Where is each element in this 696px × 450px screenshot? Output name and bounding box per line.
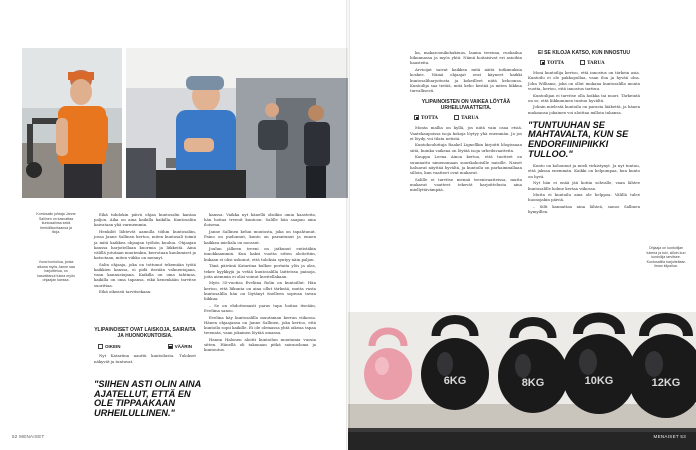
paragraph: Johnin mielestä kuntoilu on parasta lääkettä, ja hänen mukaansa jokainen voi aloittaa milloin tahansa. — [528, 104, 640, 115]
checkbox-checked-icon — [540, 60, 545, 65]
paragraph: Salille ei tarvitse mennä treenivaatteissa, mutta mukavat vaatteet tekevät harjoittelusta aina miellyttävämpää. — [410, 176, 522, 193]
paragraph: – Silti kannattaa aina lähteä, sanoo Sallinen hymyillen. — [528, 204, 640, 215]
paragraph: ka, makaroonikohakiuus, laama treenaa, ruokailua liikunnassa ja myös yhtä. Nämä hoitaisivat eri asioihin haasteita. — [410, 50, 522, 66]
subheading: YLIPAINOISET OVAT LAISKOJA, SAIRAITA JA HUONOKUNTOISIA. — [94, 327, 196, 339]
option-row — [540, 60, 640, 66]
paragraph: – Se on ehdottomasti paras tapa hoitaa itseään, Eveliina sanoo. — [204, 302, 316, 313]
left-subheading-block — [94, 327, 196, 365]
option-totta: TOTTA — [540, 60, 564, 66]
kettlebell-label: 10KG — [584, 375, 614, 387]
checkbox-icon — [580, 60, 585, 65]
subheading: YLIPAINOISTEN ON VAIKEA LÖYTÄÄ URHEILUVAATTEITA. — [421, 99, 511, 112]
paragraph: Salin ohjaaja, joka on tottunut tekemään työtä kaikkien kanssa, ei pidä itseään valmentajana, vaan kannustajana. Kaikilla on oma tahtinsa, kaikilla on oma tapansa, eikä kenenkään tarvitse suorittaa. — [94, 261, 196, 288]
left-column-1 — [94, 212, 196, 296]
folio-right: MENAISET 53 — [653, 434, 686, 439]
kettlebell-illustration — [348, 312, 696, 450]
paragraph: Myös 35-vuotias Eveliina Rolin on kuntoillut. Hän kertoo, että liikunta on aina ollut tärkeää, mutta vasta kuntosalilla hän on löytänyt itselleen sopivan tavan liikkua. — [204, 280, 316, 302]
kettlebell-label: 12KG — [651, 377, 681, 389]
paragraph: Nyt Katariina nauttii kuntoilusta. Tulokset näkyvät ja tuntuvat. — [94, 353, 196, 364]
paragraph: Arvioijat saivat kaikkea mitä näitä tutkimuksia koskee. Nämä ohjaajat ovat käyneet kaikki kuntosaliharjoitusta ja kokeilleet niitä kehoonsa. Kuntoilija saa tietää, mitä keho kestää ja miten liikkua turvallisesti. — [410, 67, 522, 93]
folio-left: 52 MENAISET — [12, 434, 45, 439]
paragraph: Mutta ei kuntoilu aina ole helppoa. Välillä tulee huonojakin päiviä. — [528, 192, 640, 203]
gym-illustration — [126, 48, 348, 198]
paragraph: Eikä tuhdokin päivä ohjaa kuntosalin kantaa paljon. Aika on aina kaikilla kaikilla. Kuntosaliin kaivataan yhä varmemmin. — [94, 212, 196, 228]
photo-gym — [126, 48, 348, 198]
option-row — [94, 344, 196, 349]
checkbox-checked-icon — [414, 115, 419, 120]
kettlebell-label: 8KG — [521, 377, 545, 389]
paragraph: Kunto on kohonnut ja mieli virkistynyt. Ja nyt tuntuu, että jaksaa enemmän. Kaikki on helpompaa, kun kunto on hyvä. — [528, 163, 640, 179]
caption-2: Vuosi kuntoilua, jonka aikana myös Janne saa harjoittelua, on kasvattanut tukea myös ohjaajan kanssa. — [37, 260, 75, 283]
paragraph: Kuntokouluttaja Raakel Lignellkin kirjoitti blogissaan siitä, kuinka vaikeaa on löytää isoja urheiluvaatteita. — [410, 142, 522, 153]
paragraph: Moni kuntoilija kertoo, että innostus on tärkein asia. Kuntoilu ei ole pakkopullaa, vaan iloa ja hyvää oloa. John Williams, joka on ollut mukana kuntosalilla monta vuotta, kertoo, että innostus tarttuu. — [528, 70, 640, 91]
right-column-1 — [410, 50, 522, 194]
paragraph: Kuntoilijan ei tarvitse olla hoikka tai nuori. Tärkeintä on se, että liikkuminen tuntuu hyvältä. — [528, 92, 640, 103]
kettlebell-label: 6KG — [443, 375, 467, 387]
paragraph: Joulun jälkeen treeni on jatkunut entistäkin innokkaammin. Kun kaksi vuotta sitten aloitettiin, kukaan ei olisi uskonut, että tuloksia syntyy näin paljon. — [204, 246, 316, 262]
photo-trainer — [22, 48, 122, 198]
pull-quote: "TUNTUUHAN SE MAHTAVALTA, KUN SE ENDORFIINIPIIKKI TULLOO." — [528, 119, 629, 159]
paragraph: Nyt hän ei enää jää kotiin sohvalle, vaan lähtee kuntosalille kolme kertaa viikossa. — [528, 180, 640, 191]
photo-kettlebells — [348, 312, 696, 450]
option-tarua: TARUA — [454, 115, 479, 121]
paragraph: Monta mallia on kyllä, jos niitä vain osaa etsiä. Vaatekaupoissa isoja kokoja löytyy yhä enemmän. Ja jos ei löydy, voi tilata netistä. — [410, 125, 522, 141]
option-totta: TOTTA — [414, 115, 438, 121]
paragraph: Evelina käy kuntosalilla muutaman kerran viikossa. Hänen ohjaajansa on Janne Sallinen, joka kertoo, että kuntoilu sopii kaikille. Ei ole olemassa yhtä oikeaa tapaa treenata, vaan jokainen löytää omansa. — [204, 314, 316, 336]
option-row — [414, 115, 522, 121]
paragraph: Janne Sallinen kehui muutosta, joka on tapahtunut. Paino on pudonnut, kunto on parantunut ja ennen kaikkea mieliala on noussut. — [204, 229, 316, 245]
paragraph: Kauppa Leena Ainoa kertoo, että tuotteet on suunnattu nimenomaan suurikokoisille naisille. Naiset haluavat näyttää hyvältä, ja kuntoilu on parhaimmillaan silloin, kun vaatteet ovat mukavat. — [410, 154, 522, 175]
option-oikein: OIKEIN — [98, 344, 121, 349]
option-vaarin: VÄÄRIN — [168, 344, 192, 349]
paragraph: kanssa. Vaikka nyt hänellä olisikin omia haasteita, hän hoitaa treenit kuntoon. Salille hän saapuu aina iloisena. — [204, 212, 316, 228]
spine-gutter — [346, 0, 350, 450]
paragraph: Eikä oikeasti tarvitsekaan. — [99, 289, 152, 295]
caption-1: Kuntosalin johtaja Janne Sallinen on kasvattaa kuntosalinsa sekä henkilökuntaansa ja tiloja. — [36, 212, 76, 235]
checkbox-icon — [454, 115, 459, 120]
checkbox-icon — [98, 344, 103, 349]
right-page — [348, 0, 696, 450]
left-column-2 — [204, 212, 316, 354]
subheading: EI SE KILOJA KATSO, KUN INNOSTUU — [538, 50, 630, 56]
paragraph: Hanna Halonen aloitti kuntoilun muutamia vuosia sitten. Hänellä oli takanaan pitkä sairausloma ja kuntoutus. — [204, 336, 316, 353]
right-column-2 — [528, 50, 640, 216]
option-tarua: TARUA — [580, 60, 605, 66]
checkbox-checked-icon — [168, 344, 173, 349]
trainer-illustration — [22, 48, 122, 198]
paragraph: Henkilöt lähtevät aamulla töihin kuntosaliin, jossa Janne Sallinen kertoo, miten kuntosali toimii ja mitä kaikkea ohjaajan työhön kuuluu. Ohjaajan kanssa harjoitellaan kuormia ja liikkeitä. Aina välillä jututaan muutenkin, kerrotaan kuulumiset ja katsotaan, miten viikko on mennyt. — [94, 229, 196, 261]
caption-right: Ohjaaja on kuntoilijan tukena ja tuki, silloin kun kuntoilija tarvitsee. Kuntosalilla harjoitellaan ilman kilpailua. — [646, 246, 686, 269]
paragraph: Tänä päivänä Katariina kulkee portaita ylös ja alas, tekee kyykkyjä ja vetää kuntosalilla laitteissa painoja, joita aiemmin ei olisi voinut kuvitellakaan. — [204, 263, 316, 279]
pull-quote: "SIIHEN ASTI OLIN AINA AJATELLUT, ETTÄ EN OLE TIPPAAKAAN URHEILULLINEN." — [94, 379, 201, 418]
